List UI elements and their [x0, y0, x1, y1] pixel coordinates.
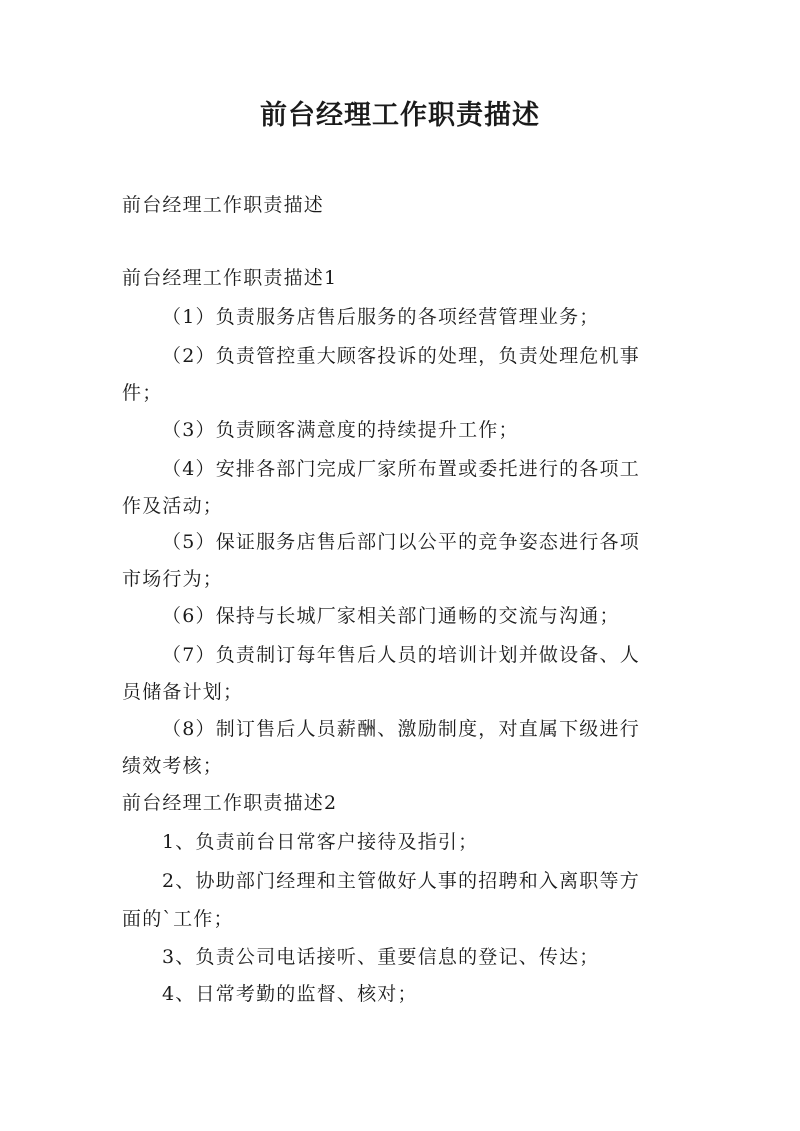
section1-item-2-line1: （2）负责管控重大顾客投诉的处理，负责处理危机事 — [162, 345, 640, 367]
section2-item-2-line2: 面的`工作； — [122, 908, 234, 930]
section1-item-5-line1: （5）保证服务店售后部门以公平的竞争姿态进行各项 — [162, 531, 640, 553]
section2-item-2-line1: 2、协助部门经理和主管做好人事的招聘和入离职等方 — [162, 870, 640, 892]
section1-item-7-line1: （7）负责制订每年售后人员的培训计划并做设备、人 — [162, 644, 640, 666]
section1-item-1-line1: （1）负责服务店售后服务的各项经营管理业务； — [162, 306, 600, 328]
section2-item-4-line1: 4、日常考勤的监督、核对； — [162, 983, 418, 1005]
section1-heading: 前台经理工作职责描述1 — [122, 267, 338, 289]
section2-heading: 前台经理工作职责描述2 — [122, 792, 338, 814]
section1-item-7-line2: 员储备计划； — [122, 681, 244, 703]
section2-item-3-line1: 3、负责公司电话接听、重要信息的登记、传达； — [162, 946, 600, 968]
document-title: 前台经理工作职责描述 — [260, 100, 540, 131]
section1-item-8-line2: 绩效考核； — [122, 755, 224, 777]
section1-item-4-line2: 作及活动； — [122, 495, 224, 517]
section1-item-8-line1: （8）制订售后人员薪酬、激励制度，对直属下级进行 — [162, 718, 640, 740]
section1-item-4-line1: （4）安排各部门完成厂家所布置或委托进行的各项工 — [162, 458, 640, 480]
section1-item-2-line2: 件； — [122, 382, 163, 404]
section2-item-1-line1: 1、负责前台日常客户接待及指引； — [162, 831, 479, 853]
intro-heading: 前台经理工作职责描述 — [122, 194, 325, 216]
section1-item-5-line2: 市场行为； — [122, 568, 224, 590]
section1-item-6-line1: （6）保持与长城厂家相关部门通畅的交流与沟通； — [162, 605, 620, 627]
section1-item-3-line1: （3）负责顾客满意度的持续提升工作； — [162, 419, 519, 441]
